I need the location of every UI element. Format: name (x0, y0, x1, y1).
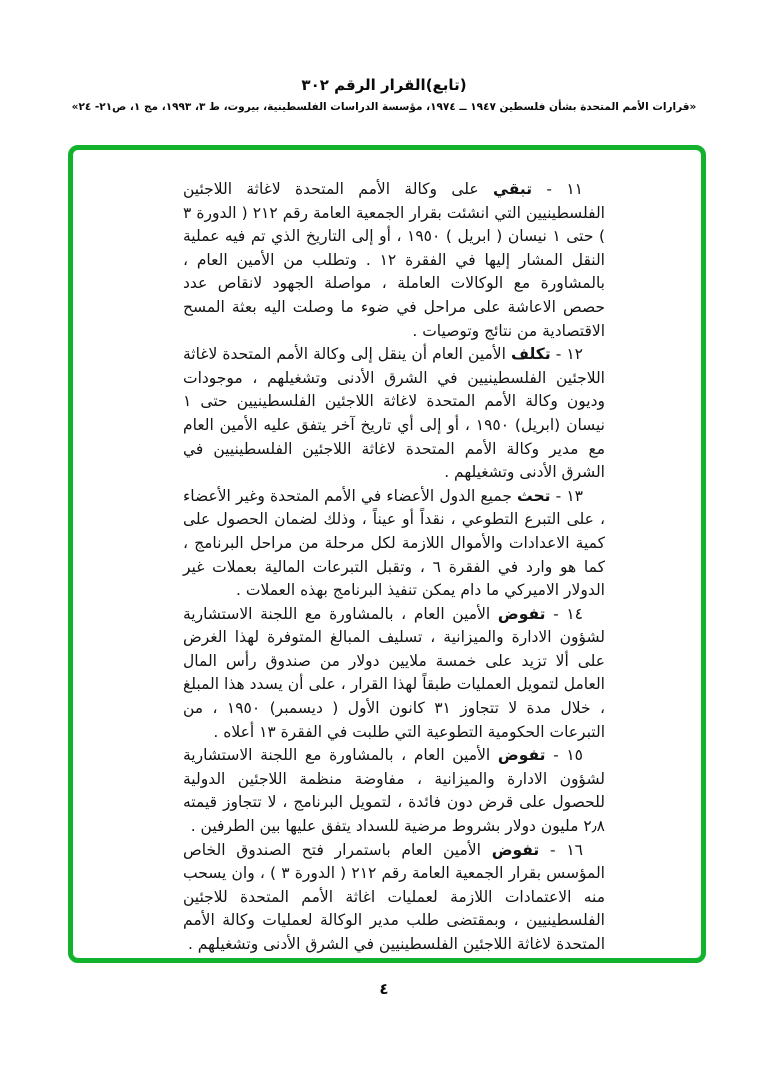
paragraph-11-text: على وكالة الأمم المتحدة لاغاثة اللاجئين الفلسطينيين التي انشئت بقرار الجمعية العامة رقم ٢١٢ ( الدورة ٣ ) حتى ١ نيسان ( ابريل ) ١٩٥٠ ، أو إلى التاريخ الذي تم فيه عملية النقل المشار إليها في الفقرة ١٢ . وتطلب من الأمين العام ، بالمشاورة مع الوكالات العاملة ، مواصلة الجهود لانقاص عدد حصص الاعاشة على مراحل في ضوء ما وصلت اليه بعثة المسح الاقتصادية من نتائج وتوصيات . (183, 180, 605, 340)
green-border-frame (68, 145, 706, 963)
page-number: ٤ (379, 980, 389, 998)
paragraph-14-text: الأمين العام ، بالمشاورة مع اللجنة الاستشارية لشؤون الادارة والميزانية ، تسليف المبالغ المتوفرة لهذا الغرض على ألا تزيد على خمسة ملايين دولار من صندوق رأس المال العامل لتمويل العمليات طبقاً لهذا القرار ، على أن يسدد هذا المبلغ ، خلال مدة لا تتجاوز ٣١ كانون الأول ( ديسمبر) ١٩٥٠ ، من التبرعات الحكومية التطوعية التي طلبت في الفقرة ١٣ أعلاه . (183, 604, 605, 741)
paragraph-14-lead-word: تفوض (497, 604, 546, 623)
paragraph-11-lead-word: تبقي (493, 180, 533, 198)
resolution-text-block (183, 178, 605, 957)
paragraph-13-lead-word: تحث (517, 486, 551, 505)
paragraph-13 (183, 485, 605, 603)
paragraph-16-text: الأمين العام باستمرار فتح الصندوق الخاص المؤسس بقرار الجمعية العامة رقم ٢١٢ ( الدورة ٣ ) ، وان يسحب منه الاعتمادات اللازمة لعمليات اغاثة الأمم المتحدة للاجئين الفلسطينيين ، وبمقتضى طلب مدير الوكالة لعمليات وكالة الأمم المتحدة لاغاثة اللاجئين الفلسطينيين في الشرق الأدنى وتشغيلهم . (183, 840, 605, 953)
paragraph-11 (183, 178, 605, 343)
paragraph-11-number: ١١ - (532, 180, 584, 198)
source-citation: «قرارات الأمم المتحدة بشأن فلسطين ١٩٤٧ ــ ١٩٧٤، مؤسسة الدراسات الفلسطينية، بيروت، ط ٣، ١٩٩٣، مج ١، ص٢١- ٢٤» (71, 101, 697, 113)
paragraph-16-number: ١٦ - (539, 840, 583, 859)
paragraph-15-text: الأمين العام ، بالمشاورة مع اللجنة الاستشارية لشؤون الادارة والميزانية ، مفاوضة منظمة اللاجئين الدولية للحصول على قرض دون فائدة ، لتمويل البرنامج ، لا تتجاوز قيمته ٢٫٨ مليون دولار بشروط مرضية للسداد يتفق عليها بين الطرفين . (183, 746, 605, 836)
resolution-title: (تابع)القرار الرقم ٣٠٢ (301, 76, 467, 94)
paragraph-14 (183, 603, 605, 745)
paragraph-13-text: جميع الدول الأعضاء في الأمم المتحدة وغير الأعضاء ، على التبرع التطوعي ، نقداً أو عيناً ، وذلك لضمان الحصول على كمية الاعدادات والأموال اللازمة لكل مرحلة من مراحل البرنامج ، كما هو وارد في الفقرة ٦ ، وتقبل التبرعات المالية بعملات غير الدولار الاميركي ما دام يمكن تنفيذ البرنامج بهذه العملات . (183, 486, 605, 600)
paragraph-12 (183, 343, 605, 485)
paragraph-16 (183, 839, 605, 957)
paragraph-15-number: ١٥ - (545, 746, 583, 765)
paragraph-12-text: الأمين العام أن ينقل إلى وكالة الأمم المتحدة لاغاثة اللاجئين الفلسطينيين في الشرق الأدنى وتشغيلهم ، موجودات وديون وكالة الأمم المتحدة لاغاثة اللاجئين الفلسطينيين حتى ١ نيسان (ابريل) ١٩٥٠ ، أو إلى أي تاريخ آخر يتفق عليه الأمين العام مع مدير وكالة الأمم المتحدة لاغاثة اللاجئين الفلسطينيين في الشرق الأدنى وتشغيلهم . (183, 345, 605, 482)
paragraph-12-number: ١٢ - (550, 345, 583, 364)
paragraph-16-lead-word: تفوض (491, 840, 540, 859)
paragraph-14-number: ١٤ - (545, 604, 583, 623)
paragraph-15 (183, 744, 605, 838)
paragraph-13-number: ١٣ - (550, 486, 583, 505)
paragraph-15-lead-word: تفوض (497, 746, 546, 765)
document-header (0, 76, 768, 113)
paragraph-12-lead-word: تكلف (511, 345, 551, 364)
